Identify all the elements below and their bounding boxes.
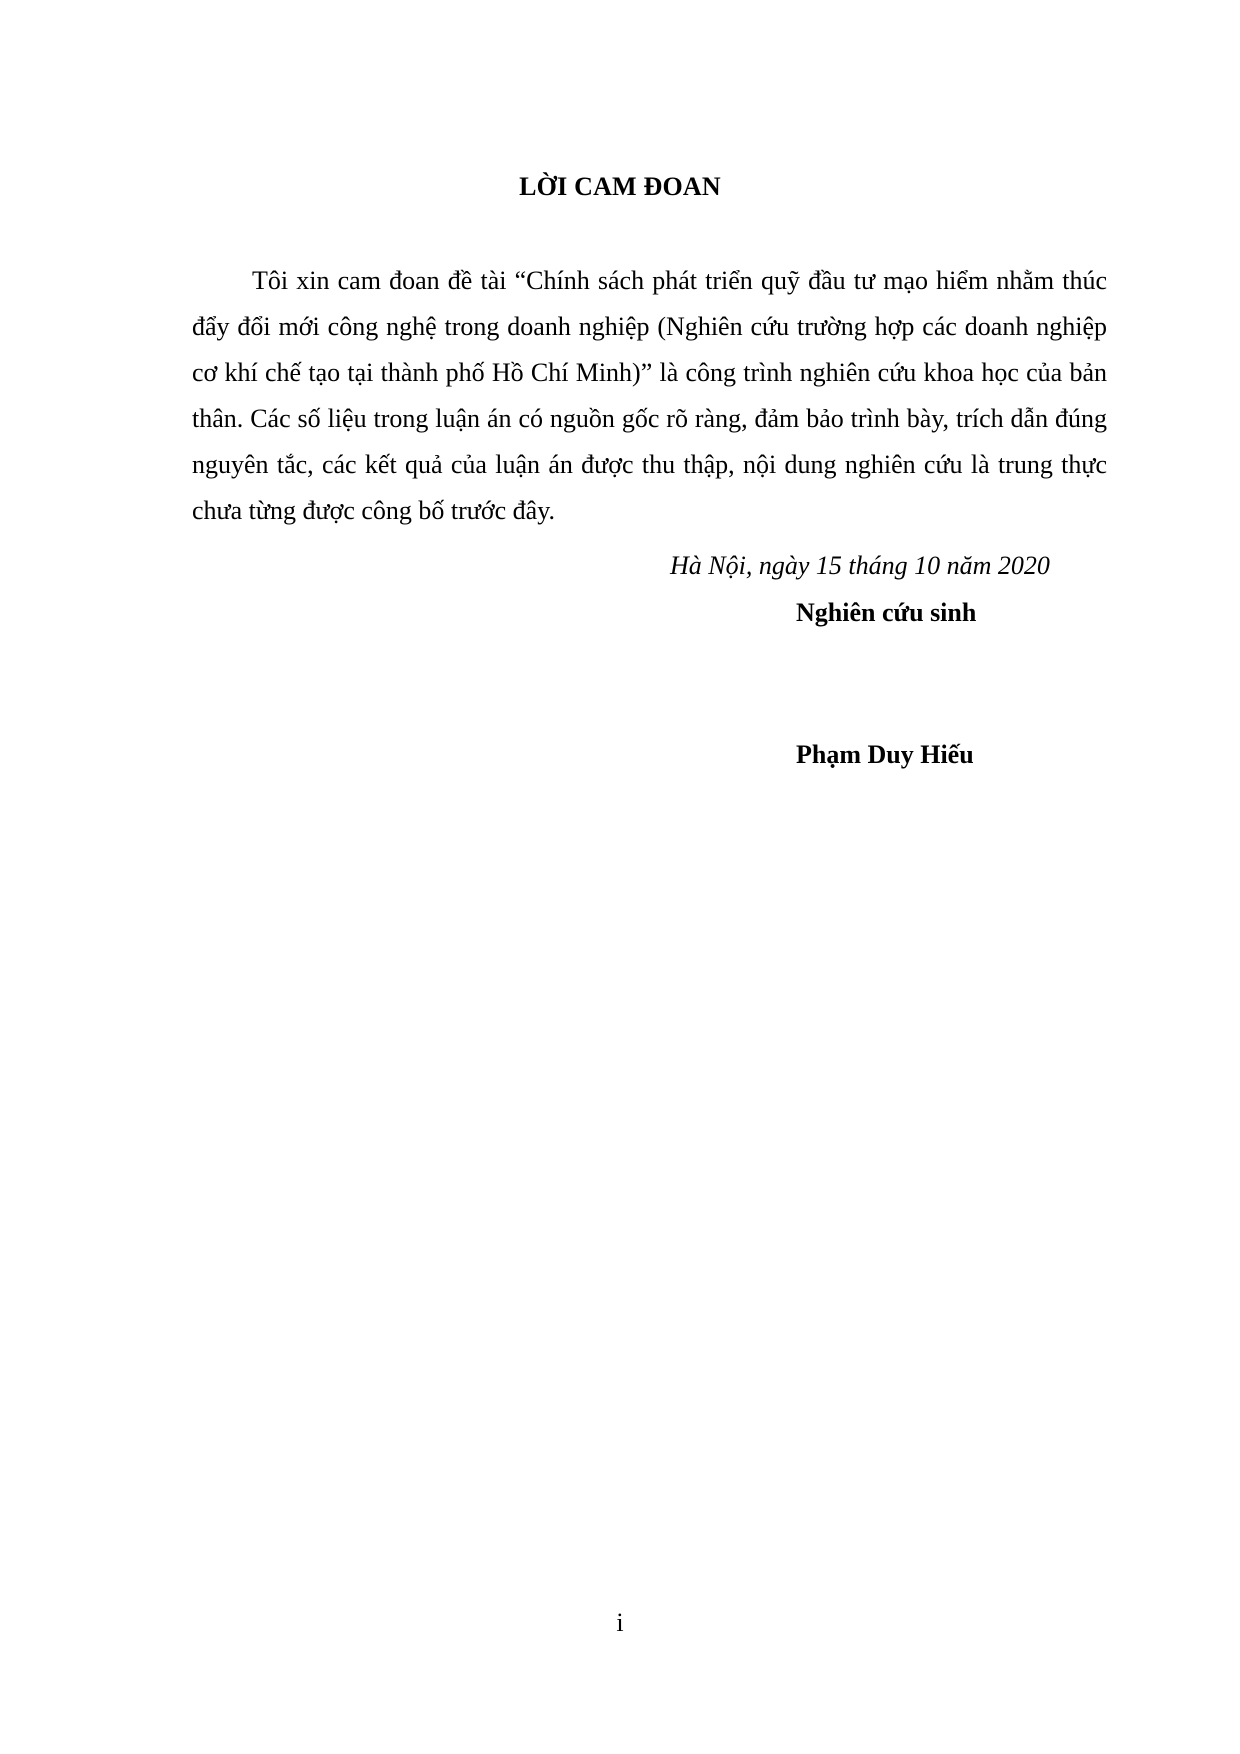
declaration-paragraph: Tôi xin cam đoan đề tài “Chính sách phát triển quỹ đầu tư mạo hiểm nhằm thúc đẩy đổi mới công nghệ trong doanh nghiệp (Nghiên cứu trường hợp các doanh nghiệp cơ khí chế tạo tại thành phố Hồ Chí Minh)” là công trình nghiên cứu khoa học của bản thân. Các số liệu trong luận án có nguồn gốc rõ ràng, đảm bảo trình bày, trích dẫn đúng nguyên tắc, các kết quả của luận án được thu thập, nội dung nghiên cứu là trung thực chưa từng được công bố trước đây.: [192, 266, 1107, 525]
page-number: i: [616, 1608, 624, 1637]
place-date-line: Hà Nội, ngày 15 tháng 10 năm 2020: [670, 551, 1050, 580]
signer-name: Phạm Duy Hiếu: [796, 740, 974, 769]
signer-role: Nghiên cứu sinh: [796, 598, 977, 627]
page-title: LỜI CAM ĐOAN: [519, 172, 721, 201]
